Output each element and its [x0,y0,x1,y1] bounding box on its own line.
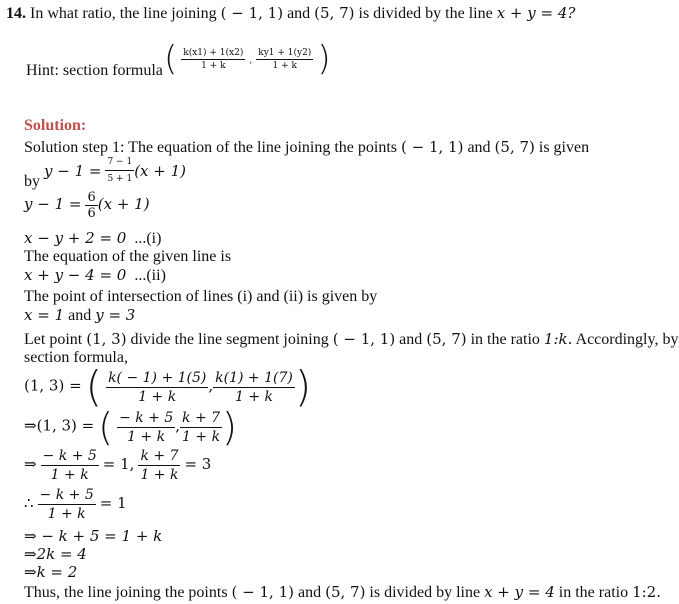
let-point-line [24,330,678,349]
eq4-tag: ...(ii) [134,267,166,284]
ratio-1k: 1:k. [543,330,573,348]
conc-point-2: (5, 7) [325,583,366,601]
eq1-fraction-num: 7 − 1 [105,154,134,171]
sf-den-2: 1 + k [235,388,274,405]
therefore-symbol: ∴ [24,494,34,513]
equation-4 [24,266,166,285]
s5: ⇒ − k + 5 = 1 + k [24,527,163,545]
equation-2 [24,190,150,221]
let-b: divide the line segment joining [130,331,329,348]
question-line-equation: x + y = 4? [496,4,576,22]
s6: ⇒2k = 4 [24,545,87,563]
hint-fraction-x [181,47,245,72]
hint-num-2: ky1 + 1(y2) [258,47,312,58]
let-point-2: (5, 7) [426,330,467,348]
sf-fraction-2 [213,369,295,406]
eq2-fraction-num: 6 [87,190,96,205]
eq1-rhs: (x + 1) [134,162,186,181]
step1-text: Solution step 1: The equation of the line joining the points [24,139,397,156]
step3-equation [24,447,211,484]
s4-eq: = 1 [99,494,127,513]
by-word: by [24,173,40,191]
s3-eq-2: = 3 [184,455,212,474]
intersection-text: The point of intersection of lines (i) and (ii) is given by [24,288,378,305]
given-line-text: The equation of the given line is [24,248,232,265]
sf-den-1: 1 + k [138,388,177,405]
s7: ⇒k = 2 [24,563,78,581]
let-a: Let point [24,331,83,348]
hint-label: Hint: section formula [26,62,163,79]
sf-num-1: k( − 1) + 1(5) [108,369,207,386]
question-text-a: In what ratio, the line joining [30,5,217,22]
s3-num-2: k + 7 [140,448,179,464]
s2-den-1: 1 + k [127,428,166,445]
sf-fraction-1 [106,369,208,406]
eq2-lhs: y − 1 = [24,195,82,214]
question-number: 14. [6,5,26,22]
step5 [24,527,162,546]
step4-equation [24,486,127,523]
hint-den-2: 1 + k [272,60,297,71]
conc-ratio: 1:2. [632,583,661,601]
x-value: x = 1 [24,306,65,324]
s4-den: 1 + k [47,506,86,522]
step1-point-2: (5, 7) [494,138,535,156]
conc-a: Thus, the line joining the points [24,584,228,601]
eq2-fraction-den: 6 [87,206,96,221]
step1-and: and [467,139,491,156]
conc-b: is divided by line [369,584,481,601]
conclusion-line [24,583,661,602]
let-point-1: ( − 1, 1) [332,330,396,348]
s3-arrow: ⇒ [24,455,37,474]
eq3: x − y + 2 = 0 [24,229,127,247]
eq3-tag: ...(i) [134,230,162,247]
eq1-fraction [105,154,134,187]
s3-fraction-2 [138,447,180,484]
let-and: and [399,331,423,348]
s2-num-2: k + 7 [182,409,221,426]
solution-heading: Solution: [24,117,87,134]
s3-fraction-1 [41,447,99,484]
question-and: and [287,5,311,22]
s3-num-1: − k + 5 [42,448,97,464]
conc-equation: x + y = 4 [484,583,555,601]
let-point: (1, 3) [86,330,127,348]
let-d: Accordingly, by [575,331,679,348]
eq1-fraction-den: 5 + 1 [107,174,133,184]
s2-fraction-1 [117,409,175,446]
step7 [24,563,77,582]
s4-num: − k + 5 [39,487,94,503]
section-formula-equation: (1, 3) = ( $\frac{k( - 1) + 1(5)}{1 + k}$ , $\frac{k(1) + 1(7)}{1 + k}$ ) [24,362,312,411]
hint-fraction-y [256,47,313,72]
s3-den-2: 1 + k [140,467,179,483]
hint-formula: ( $\frac{k(x1) + 1(x2)}{1 + k}$ , $\frac{ky1 + 1(y2)}{1 + k}$ ) [164,39,331,79]
sf-num-2: k(1) + 1(7) [215,369,293,386]
s2-lhs: ⇒(1, 3) = [24,416,95,435]
conc-point-1: ( − 1, 1) [231,583,294,601]
s4-fraction [38,486,96,523]
s2-fraction-2 [180,409,222,446]
y-value: y = 3 [95,306,136,324]
eq4: x + y − 4 = 0 [24,266,127,284]
sf-lhs: (1, 3) = [24,376,82,395]
eq1-lhs: y − 1 = [44,162,102,181]
section-formula-label: section formula, [24,349,128,366]
let-c: in the ratio [470,331,540,348]
conc-and: and [297,584,322,601]
s3-eq-1: = 1, [102,455,135,474]
s2-num-1: − k + 5 [119,409,174,426]
conc-c: in the ratio [558,584,629,601]
step6 [24,545,87,564]
step1-point-1: ( − 1, 1) [401,138,464,156]
equation-3 [24,229,161,248]
hint-num-1: k(x1) + 1(x2) [183,47,244,58]
s3-den-1: 1 + k [50,467,89,483]
eq2-fraction [85,190,97,221]
question-line [6,4,575,23]
hint-den-1: 1 + k [201,60,226,71]
question-text-b: is divided by the line [358,5,493,22]
and-word-2: and [68,307,92,324]
s2-den-2: 1 + k [182,428,221,445]
equation-1 [24,156,186,189]
step1-tail: is given [538,139,590,156]
eq2-rhs: (x + 1) [97,195,150,214]
question-point-1: ( − 1, 1) [220,4,284,22]
step2-equation: ⇒(1, 3) = ( $\frac{- k + 5}{1 + k}$ , $\frac{k + 7}{1 + k}$ ) [24,405,237,449]
question-point-2: (5, 7) [314,4,355,22]
intersection-values [24,306,135,325]
